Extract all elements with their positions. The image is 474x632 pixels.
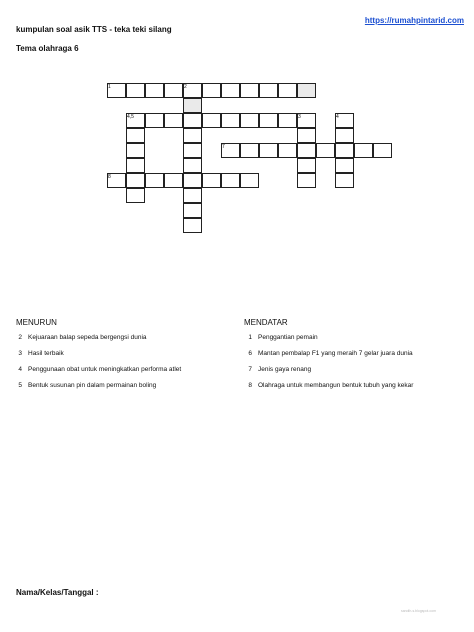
document-title: kumpulan soal asik TTS - teka teki silang [16,25,172,34]
clue-number-8: 8 [108,174,111,180]
crossword-cell[interactable] [335,158,354,173]
crossword-cell[interactable] [240,173,259,188]
clue-number: 8 [248,382,252,389]
clue-number: 6 [248,350,252,357]
clue-text: Olahraga untuk membangun bentuk tubuh yang kekar [258,382,414,389]
crossword-cell[interactable] [126,143,145,158]
menurun-heading: MENURUN [16,318,57,327]
clue-number-3: 3 [298,114,301,120]
clue-text: Bentuk susunan pin dalam permainan boling [28,382,157,389]
clue-number: 3 [18,350,22,357]
crossword-cell[interactable] [183,128,202,143]
crossword-cell[interactable] [221,173,240,188]
crossword-cell[interactable] [335,173,354,188]
clue-number: 4 [18,366,22,373]
theme-label: Tema olahraga 6 [16,44,79,53]
crossword-cell[interactable] [354,143,373,158]
clue-number-2: 2 [184,84,187,90]
clue-number-7: 7 [222,144,225,150]
clue-number-4-5: 4,5 [127,114,134,120]
crossword-cell[interactable] [316,143,335,158]
crossword-cell[interactable] [240,143,259,158]
crossword-cell[interactable] [259,113,278,128]
clue-number: 5 [18,382,22,389]
crossword-cell[interactable] [373,143,392,158]
name-class-date-label: Nama/Kelas/Tanggal : [16,588,99,597]
mendatar-clue [240,382,413,389]
mendatar-clue [240,366,311,373]
clue-number: 7 [248,366,252,373]
crossword-cell[interactable] [183,173,202,188]
clue-text: Penggunaan obat untuk meningkatkan performa atlet [28,366,182,373]
crossword-cell[interactable] [240,113,259,128]
crossword-cell[interactable] [259,143,278,158]
crossword-cell[interactable] [126,173,145,188]
crossword-cell[interactable] [297,128,316,143]
crossword-cell[interactable] [126,83,145,98]
crossword-cell[interactable] [145,113,164,128]
menurun-clue [10,350,64,357]
clue-number: 2 [18,334,22,341]
clue-text: Kejuaraan balap sepeda bergengsi dunia [28,334,147,341]
crossword-cell[interactable] [183,158,202,173]
mendatar-clue [240,350,413,357]
clue-text: Mantan pembalap F1 yang meraih 7 gelar juara dunia [258,350,413,357]
crossword-cell[interactable] [297,158,316,173]
crossword-cell[interactable] [259,83,278,98]
crossword-cell[interactable] [126,188,145,203]
crossword-cell[interactable] [202,83,221,98]
crossword-cell[interactable] [126,128,145,143]
menurun-clue [10,334,147,341]
crossword-cell[interactable] [278,113,297,128]
mendatar-heading: MENDATAR [244,318,288,327]
crossword-cell[interactable] [183,143,202,158]
crossword-cell[interactable] [240,83,259,98]
clue-text: Penggantian pemain [258,334,318,341]
crossword-cell[interactable] [221,113,240,128]
crossword-cell[interactable] [297,143,316,158]
crossword-cell[interactable] [145,173,164,188]
watermark: sandih-s.blogspot.com [400,609,436,613]
clue-number: 1 [248,334,252,341]
website-link[interactable]: https://rumahpintarid.com [364,16,464,25]
crossword-cell[interactable] [183,98,202,113]
crossword-cell[interactable] [183,218,202,233]
crossword-cell[interactable] [164,173,183,188]
crossword-cell[interactable] [278,83,297,98]
crossword-cell[interactable] [183,188,202,203]
crossword-cell[interactable] [164,113,183,128]
crossword-cell[interactable] [145,83,164,98]
crossword-cell[interactable] [126,158,145,173]
crossword-cell[interactable] [183,113,202,128]
menurun-clue [10,366,181,373]
clue-text: Hasil terbaik [28,350,64,357]
crossword-cell[interactable] [297,83,316,98]
crossword-cell[interactable] [164,83,183,98]
crossword-cell[interactable] [202,173,221,188]
menurun-clue [10,382,156,389]
crossword-cell[interactable] [183,203,202,218]
crossword-cell[interactable] [335,143,354,158]
crossword-grid [0,0,474,300]
crossword-cell[interactable] [221,83,240,98]
crossword-cell[interactable] [335,128,354,143]
crossword-cell[interactable] [297,173,316,188]
mendatar-clue [240,334,318,341]
crossword-cell[interactable] [278,143,297,158]
crossword-cell[interactable] [202,113,221,128]
clue-number-1: 1 [108,84,111,90]
clue-text: Jenis gaya renang [258,366,312,373]
clue-number-4: 4 [336,114,339,120]
